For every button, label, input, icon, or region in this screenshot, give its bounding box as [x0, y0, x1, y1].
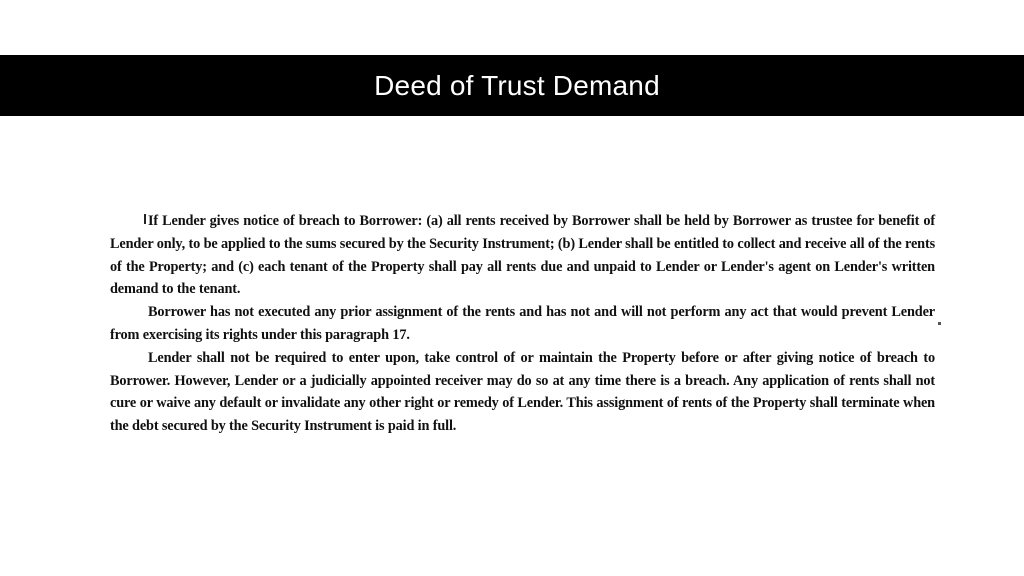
paragraph-rents-notice: If Lender gives notice of breach to Borrower: (a) all rents received by Borrower shall be held by Borrower as trustee for benefit of Lender only, to be applied to the sums secured by the Security Instrument; (b) Lender shall be entitled to collect and receive all of the rents of the Property; and (c) each tenant of the Property shall pay all rents due and unpaid to Lender or Lender's agent on Lender's written demand to the tenant.: [110, 213, 935, 298]
scan-artifact-dot: [938, 322, 941, 325]
scanned-document-excerpt: [110, 210, 935, 438]
paragraph-control-of-property: Lender shall not be required to enter upon, take control of or maintain the Property before or after giving notice of breach to Borrower. However, Lender or a judicially appointed receiver may do so at any time there is a breach. Any application of rents shall not cure or waive any default or invalidate any other right or remedy of Lender. This assignment of rents of the Property shall terminate when the debt secured by the Security Instrument is paid in full.: [110, 349, 935, 435]
paragraph-prior-assignment: Borrower has not executed any prior assignment of the rents and has not and will not perform any act that would prevent Lender from exercising its rights under this paragraph 17.: [110, 304, 935, 343]
slide-title: Deed of Trust Demand: [374, 69, 660, 101]
scan-artifact-mark: [144, 214, 146, 224]
title-bar: [0, 55, 1024, 116]
